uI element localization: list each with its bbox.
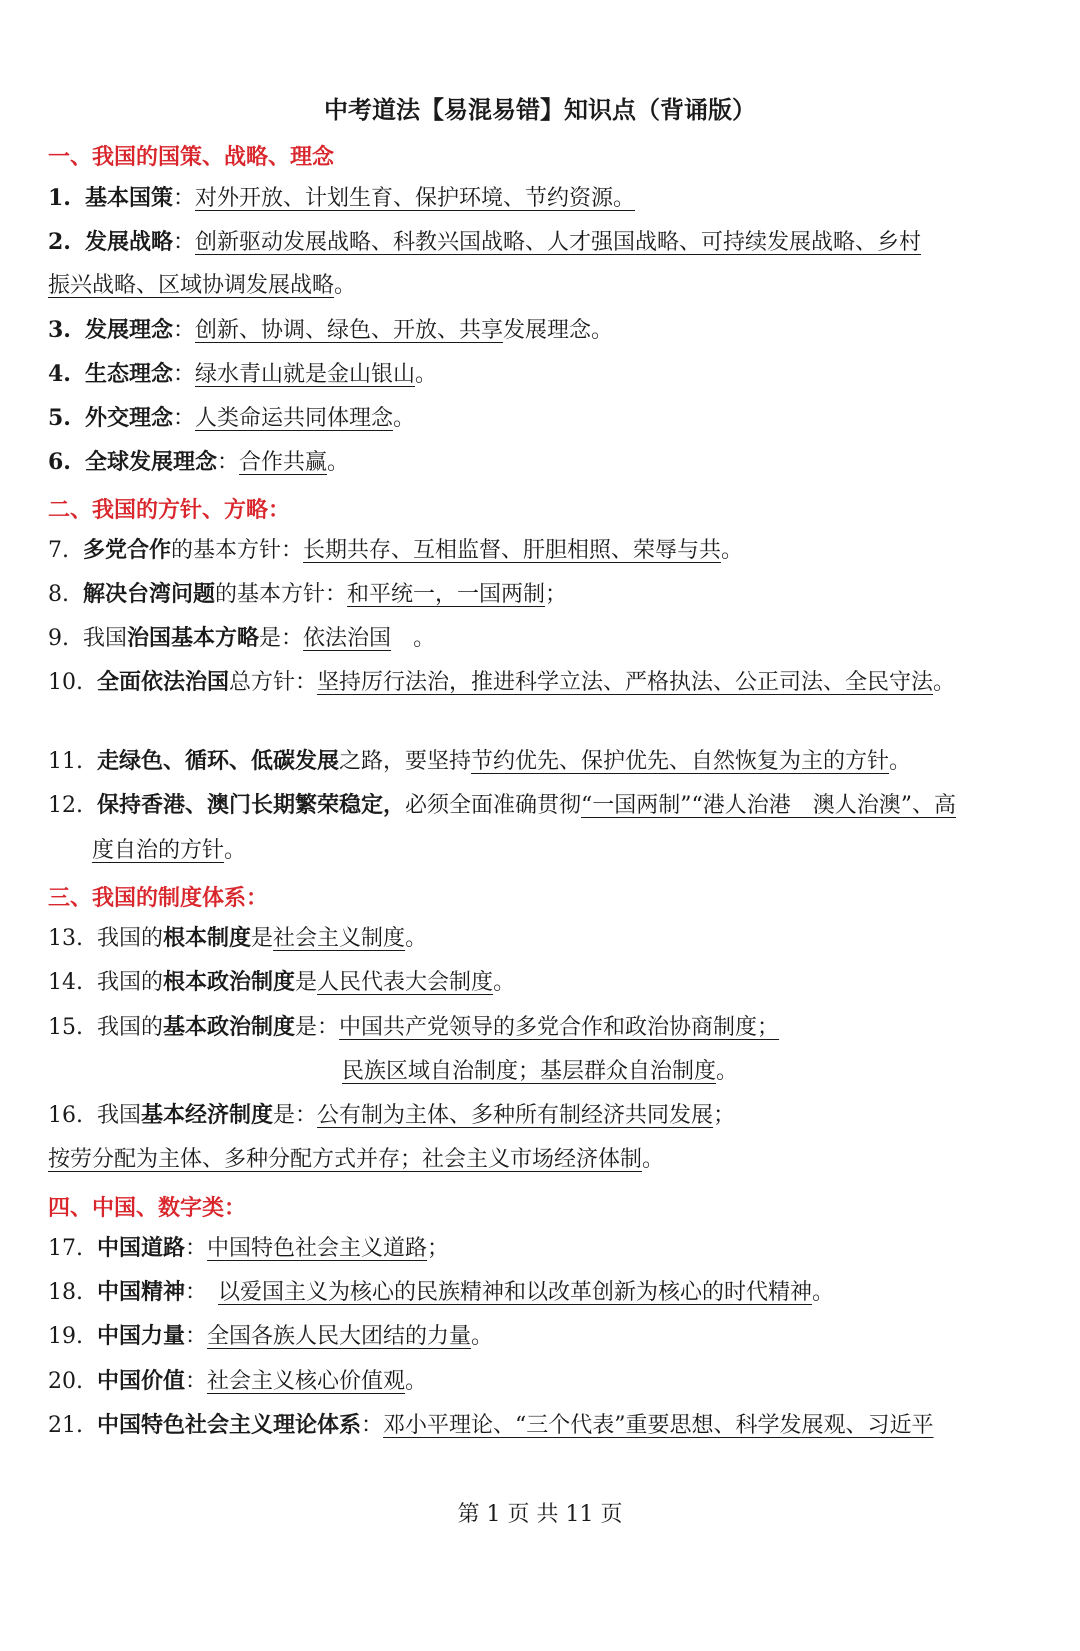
item-content: 创新驱动发展战略、科教兴国战略、人才强国战略、可持续发展战略、乡村 (195, 230, 922, 255)
item-keyword: 生态理念 (84, 362, 173, 387)
item-text: 是： (295, 1015, 340, 1040)
item-content: “一国两制”“港人治港 澳人治澳”、高 (581, 793, 957, 818)
item-tail: 。 (889, 749, 912, 774)
item-21 (48, 1411, 934, 1441)
item-content: 对外开放、计划生育、保护环境、节约资源。 (195, 186, 636, 211)
item-17 (48, 1234, 449, 1264)
item-number: 15. (48, 1015, 83, 1040)
item-content-continued: 民族区域自治制度；基层群众自治制度 (342, 1059, 717, 1084)
item-separator: ： (185, 1324, 208, 1349)
item-number: 3. (48, 317, 71, 343)
item-keyword: 基本国策 (84, 186, 173, 211)
item-keyword: 中国精神 (97, 1280, 186, 1305)
section-heading-3: 三、我国的制度体系： (48, 886, 269, 911)
item-keyword: 保持香港、澳门长期繁荣稳定， (97, 793, 406, 818)
item-number: 7. (48, 538, 69, 563)
item-tail: 。 (334, 273, 357, 298)
item-content: 社会主义核心价值观 (207, 1369, 406, 1394)
item-text: 必须全面准确贯彻 (405, 793, 582, 818)
item-keyword: 基本政治制度 (163, 1015, 296, 1040)
item-number: 17. (48, 1236, 83, 1261)
item-content: 中国特色社会主义道路 (207, 1236, 428, 1261)
item-tail: ； (427, 1236, 450, 1261)
item-content-continued: 度自治的方针 (92, 838, 225, 863)
item-keyword: 全球发展理念 (84, 450, 217, 475)
item-text: 是： (273, 1103, 318, 1128)
item-text: 的基本方针： (215, 582, 348, 607)
page-title: 中考道法【易混易错】知识点（背诵版） (324, 96, 756, 124)
item-text: 是 (251, 926, 274, 951)
item-number: 10. (48, 670, 83, 695)
item-keyword: 走绿色、循环、低碳发展 (97, 749, 340, 774)
item-tail: 。 (393, 406, 416, 431)
item-number: 19. (48, 1324, 83, 1349)
item-content: 邓小平理论、“三个代表”重要思想、科学发展观、习近平 (383, 1413, 934, 1438)
item-separator: ： (185, 1369, 208, 1394)
item-tail: 。 (471, 1324, 494, 1349)
item-keyword: 根本政治制度 (163, 970, 296, 995)
item-11 (48, 747, 911, 777)
item-keyword: 发展战略 (84, 230, 173, 255)
item-content: 坚持厉行法治，推进科学立法、严格执法、公正司法、全民守法 (317, 670, 934, 695)
item-number: 1. (48, 185, 71, 211)
item-number: 9. (48, 626, 69, 651)
item-number: 18. (48, 1280, 83, 1305)
item-16-continued (48, 1145, 664, 1175)
item-20 (48, 1367, 427, 1397)
item-content: 长期共存、互相监督、肝胆相照、荣辱与共 (303, 538, 722, 563)
item-content: 节约优先、保护优先、自然恢复为主的方针 (471, 749, 890, 774)
item-number: 5. (48, 405, 71, 431)
item-tail: 。 (327, 450, 350, 475)
item-content: 依法治国 (303, 626, 392, 651)
item-tail: 。 (224, 838, 247, 863)
item-keyword: 基本经济制度 (141, 1103, 274, 1128)
item-number: 6. (48, 449, 71, 475)
item-tail: 。 (493, 970, 516, 995)
item-number: 11. (48, 749, 83, 774)
item-16 (48, 1101, 735, 1131)
item-keyword: 外交理念 (84, 406, 173, 431)
item-keyword: 中国力量 (97, 1324, 186, 1349)
item-2-continued (48, 271, 356, 301)
item-15 (48, 1013, 779, 1043)
item-tail: 。 (405, 1369, 428, 1394)
item-tail: 。 (405, 926, 428, 951)
section-heading-2: 二、我国的方针、方略： (48, 498, 291, 523)
item-14 (48, 968, 515, 998)
item-separator: ： (216, 450, 239, 475)
item-text: 总方针： (229, 670, 318, 695)
item-3 (48, 315, 613, 346)
item-8 (48, 580, 567, 610)
item-tail: 。 (642, 1147, 665, 1172)
item-keyword: 中国价值 (97, 1369, 186, 1394)
item-content: 公有制为主体、多种所有制经济共同发展 (317, 1103, 714, 1128)
item-text: 之路，要坚持 (339, 749, 472, 774)
item-keyword: 多党合作 (83, 538, 172, 563)
item-1 (48, 183, 635, 214)
item-tail: ； (713, 1103, 736, 1128)
item-tail: 。 (933, 670, 956, 695)
item-content: 全国各族人民大团结的力量 (207, 1324, 472, 1349)
item-tail: 。 (721, 538, 744, 563)
item-19 (48, 1322, 493, 1352)
item-number: 4. (48, 361, 71, 387)
item-number: 8. (48, 582, 69, 607)
item-separator: ： (172, 230, 195, 255)
item-number: 20. (48, 1369, 83, 1394)
item-number: 21. (48, 1413, 83, 1438)
item-prefix: 我国的 (97, 970, 164, 995)
item-6 (48, 447, 349, 478)
item-text: 是： (259, 626, 304, 651)
item-keyword: 中国特色社会主义理论体系 (97, 1413, 362, 1438)
item-9 (48, 624, 435, 654)
item-tail: 。 (716, 1059, 739, 1084)
page-footer: 第 1 页 共 11 页 (457, 1502, 623, 1527)
item-tail: 。 (391, 626, 436, 651)
item-7 (48, 536, 743, 566)
item-content: 人民代表大会制度 (317, 970, 494, 995)
item-5 (48, 403, 415, 434)
item-keyword: 治国基本方略 (127, 626, 260, 651)
item-content: 合作共赢 (239, 450, 328, 475)
item-tail: 发展理念。 (503, 318, 614, 343)
item-keyword: 发展理念 (84, 318, 173, 343)
item-tail: ； (545, 582, 568, 607)
item-separator: ： (172, 406, 195, 431)
item-content: 社会主义制度 (273, 926, 406, 951)
item-13 (48, 924, 427, 954)
item-2 (48, 227, 921, 258)
item-prefix: 我国 (97, 1103, 142, 1128)
item-text: 是 (295, 970, 318, 995)
item-tail: 。 (415, 362, 438, 387)
item-4 (48, 359, 437, 390)
item-content-continued: 按劳分配为主体、多种分配方式并存；社会主义市场经济体制 (48, 1147, 643, 1172)
item-separator: ： (172, 186, 195, 211)
item-content: 和平统一，一国两制 (347, 582, 546, 607)
item-keyword: 全面依法治国 (97, 670, 230, 695)
item-keyword: 中国道路 (97, 1236, 186, 1261)
item-number: 16. (48, 1103, 83, 1128)
item-content: 绿水青山就是金山银山 (195, 362, 416, 387)
item-prefix: 我国的 (97, 926, 164, 951)
item-10 (48, 668, 955, 698)
section-heading-4: 四、中国、数字类： (48, 1196, 247, 1221)
item-12-continued (92, 836, 246, 866)
item-separator: ： (172, 362, 195, 387)
item-keyword: 解决台湾问题 (83, 582, 216, 607)
item-number: 12. (48, 793, 83, 818)
item-separator: ： (172, 318, 195, 343)
item-content-continued: 振兴战略、区域协调发展战略 (48, 273, 335, 298)
item-keyword: 根本制度 (163, 926, 252, 951)
item-separator: ： (185, 1236, 208, 1261)
item-content: 以爱国主义为核心的民族精神和以改革创新为核心的时代精神 (218, 1280, 813, 1305)
item-prefix: 我国的 (97, 1015, 164, 1040)
item-content: 人类命运共同体理念 (195, 406, 394, 431)
item-12 (48, 791, 956, 821)
item-18 (48, 1278, 834, 1308)
item-number: 13. (48, 926, 83, 951)
item-number: 14. (48, 970, 83, 995)
item-separator: ： (185, 1280, 219, 1305)
item-content: 创新、协调、绿色、开放、共享 (195, 318, 504, 343)
item-15-continued (342, 1057, 738, 1087)
item-prefix: 我国 (83, 626, 128, 651)
item-content: 中国共产党领导的多党合作和政治协商制度； (339, 1015, 780, 1040)
item-separator: ： (361, 1413, 384, 1438)
item-tail: 。 (812, 1280, 835, 1305)
item-number: 2. (48, 229, 71, 255)
item-text: 的基本方针： (171, 538, 304, 563)
section-heading-1: 一、我国的国策、战略、理念 (48, 145, 335, 170)
